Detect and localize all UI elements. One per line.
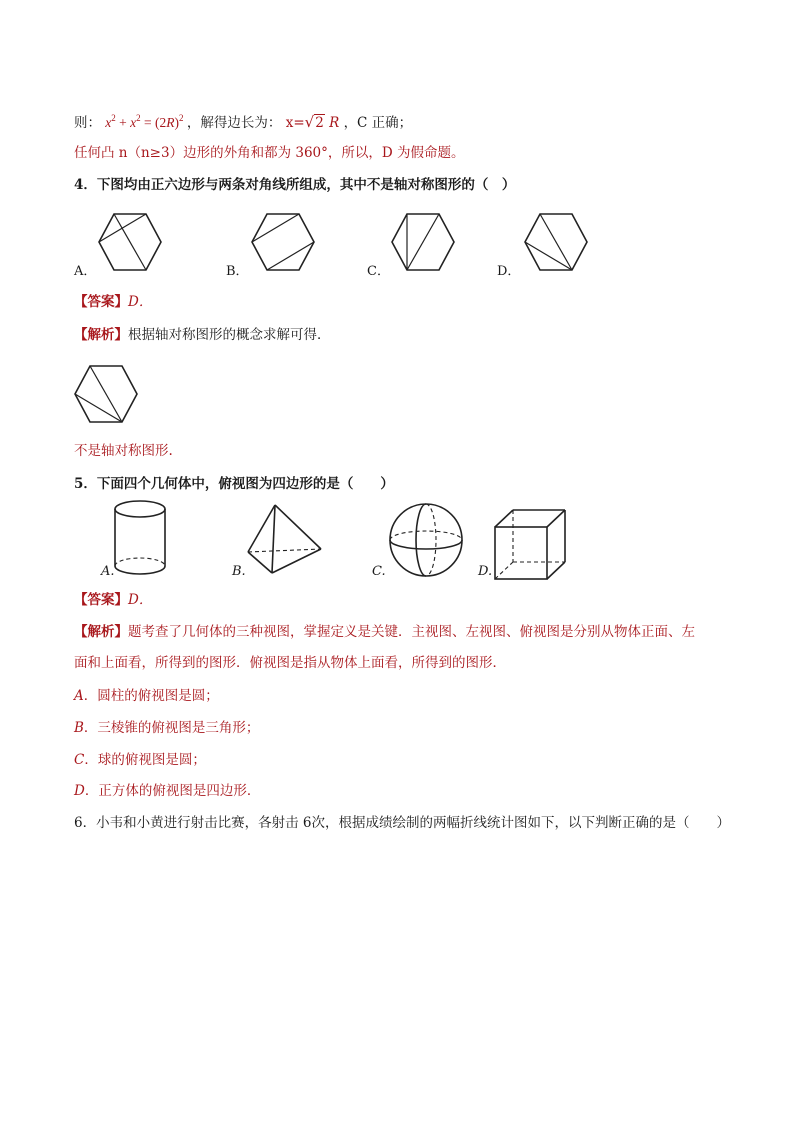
question-5-stem: 5．下面四个几何体中，俯视图为四边形的是（ ） (74, 476, 394, 492)
q5-analysis: 【解析】题考查了几何体的三种视图，掌握定义是关键．主视图、左视图、俯视图是分别从物体正面、左 (74, 624, 695, 640)
q5-option-a[interactable]: A. (101, 564, 115, 579)
triangular-pyramid-figure (246, 503, 324, 575)
question-4-stem: 4．下图均由正六边形与两条对角线所组成，其中不是轴对称图形的（ ） (74, 177, 516, 193)
q4-answer: 【答案】D． (74, 294, 153, 310)
q4-option-d[interactable]: D． (497, 264, 521, 279)
cylinder-figure (113, 500, 167, 578)
q5-answer: 【答案】D． (74, 592, 153, 608)
side-length-expr: x=√2 R (285, 113, 340, 131)
solution-line-c (74, 108, 412, 133)
line-prefix: 则： (74, 115, 101, 131)
line-suffix: ，C 正确； (343, 115, 413, 131)
q5-option-b[interactable]: B. (232, 564, 246, 579)
hexagon-option-a-figure (98, 213, 162, 271)
q4-option-b[interactable]: B． (226, 264, 249, 279)
q5-analysis-cont: 面和上面看，所得到的图形．俯视图是指从物体上面看，所得到的图形． (74, 655, 506, 671)
q4-conclusion: 不是轴对称图形. (74, 443, 173, 459)
q4-option-a[interactable]: A． (74, 264, 97, 279)
q5-item-c: C．球的俯视图是圆； (74, 752, 206, 768)
q5-option-c[interactable]: C. (372, 564, 386, 579)
question-6-stem: 6．小韦和小黄进行射击比赛，各射击 6次，根据成绩绘制的两幅折线统计图如下，以下判断正确的是（ ） (74, 815, 730, 831)
solution-line-d: 任何凸 n（n≥3）边形的外角和都为 360°，所以，D 为假命题。 (74, 145, 465, 161)
q5-item-a: A．圆柱的俯视图是圆； (74, 688, 219, 704)
q4-option-c[interactable]: C． (367, 264, 390, 279)
line-middle: ，解得边长为： (186, 115, 282, 131)
hexagon-option-d-figure (524, 213, 588, 271)
hexagon-option-c-figure (391, 213, 455, 271)
sphere-figure (388, 503, 464, 577)
hexagon-option-b-figure (251, 213, 315, 271)
q5-option-d[interactable]: D. (478, 564, 493, 579)
cube-figure (493, 508, 569, 580)
q5-item-b: B．三棱锥的俯视图是三角形； (74, 720, 260, 736)
q5-item-d: D．正方体的俯视图是四边形． (74, 783, 261, 799)
q4-analysis: 【解析】根据轴对称图形的概念求解可得． (74, 327, 331, 343)
hexagon-analysis-figure (74, 365, 138, 423)
equation: $x^2 + x^2 = (2R)^2$ (105, 113, 184, 130)
